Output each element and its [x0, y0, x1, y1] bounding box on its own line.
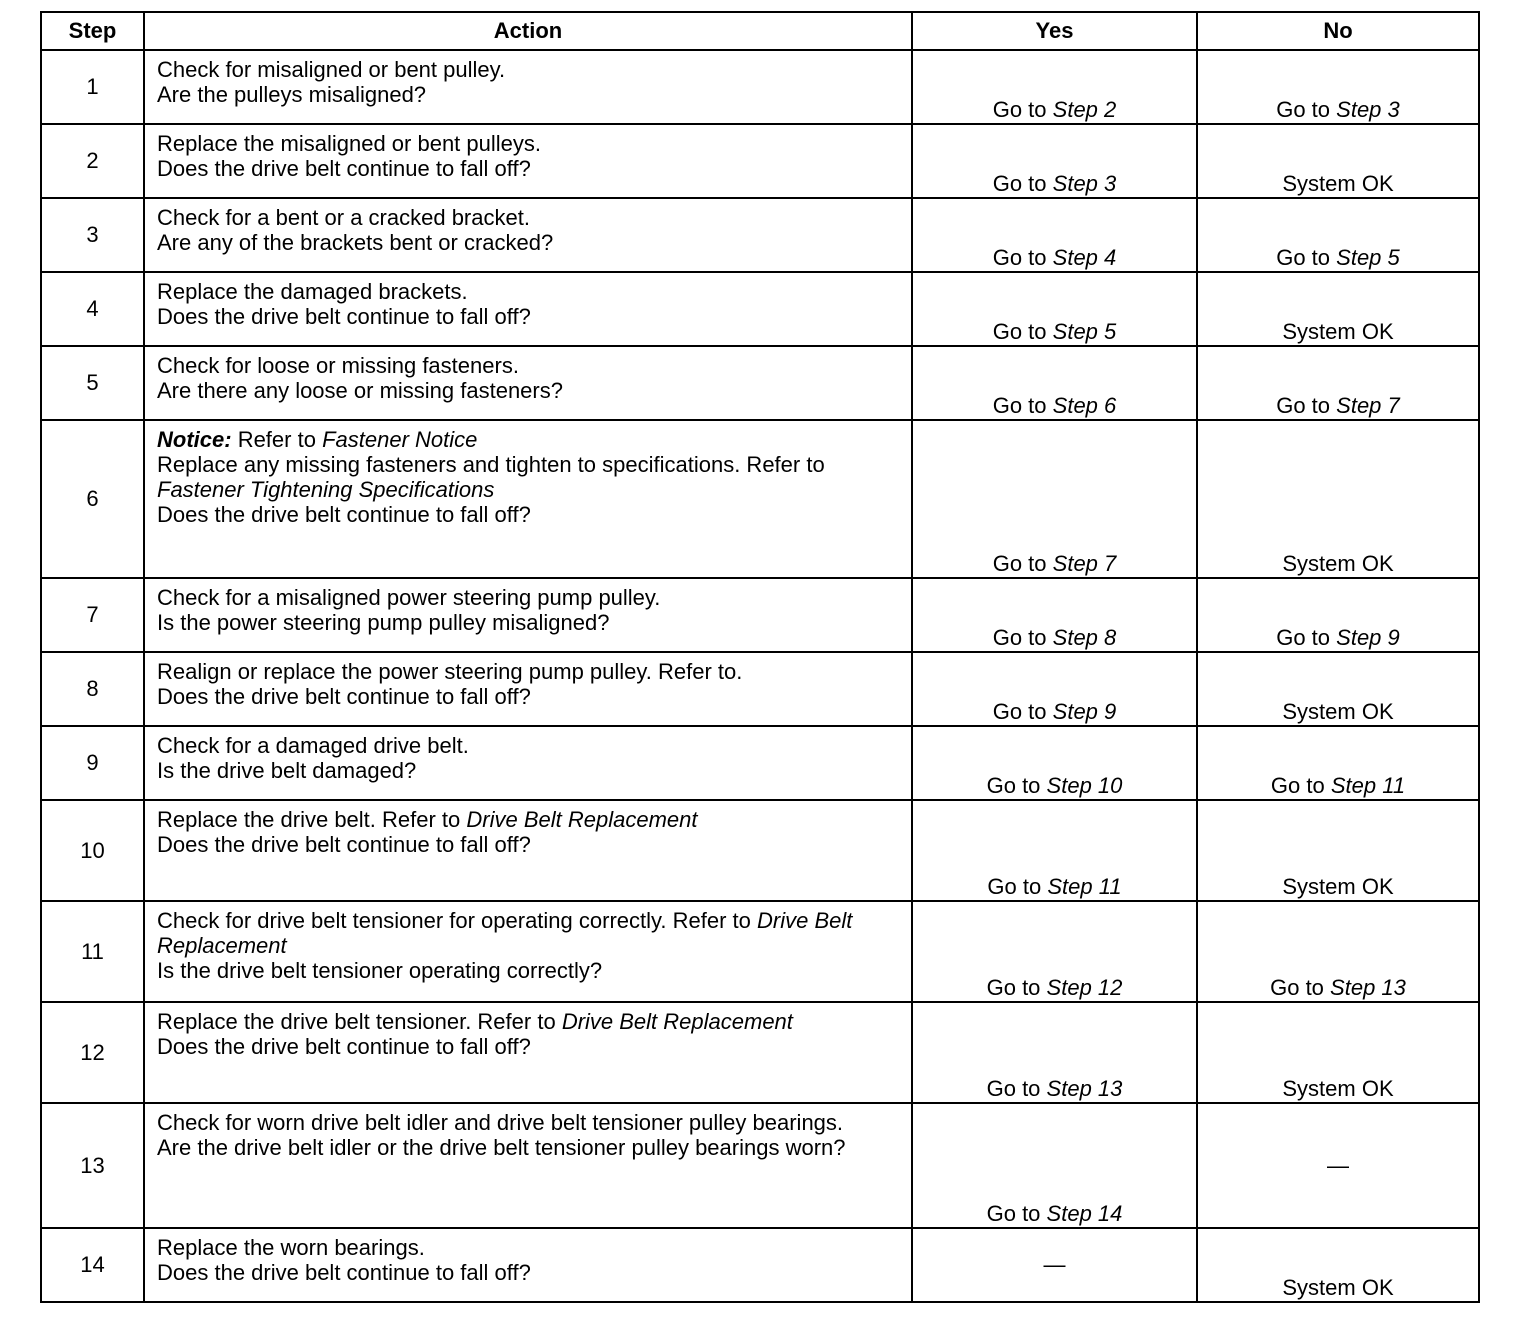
yes-step-link: Step 3: [1052, 171, 1117, 196]
action-question: Does the drive belt continue to fall off?: [157, 1034, 531, 1059]
yes-prefix: Go to: [987, 874, 1042, 899]
action-check: Replace the misaligned or bent pulleys.: [157, 131, 542, 156]
yes-cell: [912, 272, 1197, 346]
yes-step-link: Step 8: [1052, 625, 1117, 650]
yes-cell: [912, 726, 1197, 800]
table-row: [41, 800, 1479, 901]
action-check: Replace the drive belt. Refer to: [157, 807, 461, 832]
yes-prefix: Go to: [986, 975, 1041, 1000]
action-question: Are the pulleys misaligned?: [157, 82, 427, 107]
yes-prefix: Go to: [992, 245, 1047, 270]
step-number: 6: [41, 420, 144, 578]
no-step-link: Step 11: [1330, 773, 1406, 798]
action-check: Check for a damaged drive belt.: [157, 733, 469, 758]
no-step-link: Step 5: [1336, 245, 1400, 270]
no-prefix: Go to: [1270, 773, 1325, 798]
action-check: Check for drive belt tensioner for operating correctly. Refer to: [157, 908, 751, 933]
table-row: [41, 1103, 1479, 1228]
action-cell: [144, 198, 912, 272]
yes-cell: —: [912, 1228, 1197, 1302]
action-question: Are the drive belt idler or the drive belt tensioner pulley bearings worn?: [157, 1135, 846, 1160]
yes-step-link: Step 2: [1052, 97, 1117, 122]
action-question: Is the drive belt damaged?: [157, 758, 417, 783]
action-question: Does the drive belt continue to fall off?: [157, 304, 531, 329]
header-step: Step: [41, 12, 144, 50]
no-prefix: Go to: [1270, 975, 1324, 1000]
action-question: Is the drive belt tensioner operating correctly?: [157, 958, 603, 983]
action-cell: [144, 420, 912, 578]
action-check: Realign or replace the power steering pump pulley. Refer to.: [157, 659, 743, 684]
action-cell: [144, 346, 912, 420]
no-cell: System OK: [1197, 1002, 1479, 1103]
action-check-block: [157, 452, 899, 502]
step-number: 7: [41, 578, 144, 652]
no-cell: System OK: [1197, 1228, 1479, 1302]
yes-cell: [912, 50, 1197, 124]
action-reference: Drive Belt Replacement: [466, 807, 698, 832]
no-cell: [1197, 198, 1479, 272]
no-cell: System OK: [1197, 800, 1479, 901]
no-cell: System OK: [1197, 420, 1479, 578]
no-step-link: Step 9: [1336, 625, 1400, 650]
yes-step-link: Step 6: [1052, 393, 1117, 418]
action-question: Does the drive belt continue to fall off?: [157, 832, 531, 857]
no-prefix: Go to: [1276, 245, 1331, 270]
step-number: 5: [41, 346, 144, 420]
action-reference: Drive Belt Replacement: [157, 908, 853, 958]
action-cell: [144, 50, 912, 124]
step-number: 13: [41, 1103, 144, 1228]
action-question: Are there any loose or missing fasteners?: [157, 378, 563, 403]
yes-prefix: Go to: [986, 1076, 1041, 1101]
step-number: 12: [41, 1002, 144, 1103]
table-row: [41, 578, 1479, 652]
yes-step-link: Step 5: [1052, 319, 1117, 344]
yes-prefix: Go to: [992, 625, 1047, 650]
table-row: [41, 50, 1479, 124]
table-row: [41, 124, 1479, 198]
no-cell: [1197, 346, 1479, 420]
action-check-block: [157, 1009, 899, 1034]
notice-line: [157, 427, 899, 452]
action-cell: [144, 1228, 912, 1302]
action-cell: [144, 726, 912, 800]
action-question: Does the drive belt continue to fall off?: [157, 1260, 531, 1285]
yes-cell: [912, 800, 1197, 901]
action-check: Check for worn drive belt idler and drive belt tensioner pulley bearings.: [157, 1110, 844, 1135]
step-number: 9: [41, 726, 144, 800]
yes-step-link: Step 7: [1052, 551, 1117, 576]
table-row: [41, 726, 1479, 800]
yes-step-link: Step 13: [1046, 1076, 1123, 1101]
table-row: [41, 652, 1479, 726]
action-cell: [144, 652, 912, 726]
step-number: 3: [41, 198, 144, 272]
step-number: 10: [41, 800, 144, 901]
action-cell: [144, 901, 912, 1002]
no-cell: [1197, 50, 1479, 124]
no-cell: System OK: [1197, 124, 1479, 198]
action-cell: [144, 1103, 912, 1228]
action-check: Check for misaligned or bent pulley.: [157, 57, 506, 82]
yes-prefix: Go to: [992, 393, 1047, 418]
table-row: [41, 198, 1479, 272]
table-row: [41, 272, 1479, 346]
action-check-block: [157, 807, 899, 832]
action-question: Does the drive belt continue to fall off?: [157, 684, 531, 709]
action-cell: [144, 800, 912, 901]
no-step-link: Step 7: [1336, 393, 1400, 418]
action-check: Check for loose or missing fasteners.: [157, 353, 519, 378]
no-prefix: Go to: [1276, 393, 1331, 418]
table-row: [41, 1002, 1479, 1103]
no-cell: [1197, 726, 1479, 800]
action-check: Check for a bent or a cracked bracket.: [157, 205, 530, 230]
no-prefix: Go to: [1276, 625, 1331, 650]
no-cell: [1197, 901, 1479, 1002]
table-row: [41, 420, 1479, 578]
no-step-link: Step 3: [1336, 97, 1400, 122]
step-number: 8: [41, 652, 144, 726]
header-yes: Yes: [912, 12, 1197, 50]
yes-cell: [912, 578, 1197, 652]
yes-cell: [912, 346, 1197, 420]
yes-prefix: Go to: [986, 1201, 1041, 1226]
no-cell: [1197, 578, 1479, 652]
action-check: Replace the damaged brackets.: [157, 279, 468, 304]
action-question: Are any of the brackets bent or cracked?: [157, 230, 554, 255]
yes-step-link: Step 9: [1052, 699, 1117, 724]
notice-reference: Fastener Notice: [322, 427, 478, 452]
action-question: Does the drive belt continue to fall off?: [157, 156, 531, 181]
yes-prefix: Go to: [992, 699, 1047, 724]
header-no: No: [1197, 12, 1479, 50]
no-cell: System OK: [1197, 652, 1479, 726]
yes-step-link: Step 11: [1047, 874, 1122, 899]
action-cell: [144, 578, 912, 652]
header-action: Action: [144, 12, 912, 50]
step-number: 2: [41, 124, 144, 198]
yes-cell: [912, 420, 1197, 578]
yes-cell: [912, 1002, 1197, 1103]
action-check-block: [157, 908, 899, 958]
action-check: Check for a misaligned power steering pump pulley.: [157, 585, 661, 610]
action-reference: Drive Belt Replacement: [561, 1009, 793, 1034]
table-row: [41, 1228, 1479, 1302]
step-number: 4: [41, 272, 144, 346]
yes-cell: [912, 198, 1197, 272]
no-prefix: Go to: [1276, 97, 1331, 122]
yes-prefix: Go to: [986, 773, 1041, 798]
action-question: Is the power steering pump pulley misaligned?: [157, 610, 610, 635]
step-number: 11: [41, 901, 144, 1002]
table-row: [41, 346, 1479, 420]
yes-prefix: Go to: [992, 551, 1047, 576]
no-step-link: Step 13: [1330, 975, 1406, 1000]
action-cell: [144, 1002, 912, 1103]
yes-step-link: Step 4: [1052, 245, 1117, 270]
yes-prefix: Go to: [992, 319, 1047, 344]
yes-step-link: Step 14: [1046, 1201, 1123, 1226]
yes-step-link: Step 12: [1046, 975, 1123, 1000]
action-check: Replace the worn bearings.: [157, 1235, 425, 1260]
action-question: Does the drive belt continue to fall off?: [157, 502, 531, 527]
notice-label: Notice:: [157, 427, 232, 452]
step-number: 1: [41, 50, 144, 124]
step-number: 14: [41, 1228, 144, 1302]
notice-text: Refer to: [237, 427, 316, 452]
no-cell: System OK: [1197, 272, 1479, 346]
table-row: [41, 901, 1479, 1002]
yes-prefix: Go to: [992, 171, 1047, 196]
action-check: Replace the drive belt tensioner. Refer to: [157, 1009, 556, 1034]
diagnostic-table: [40, 11, 1480, 1303]
yes-prefix: Go to: [992, 97, 1047, 122]
action-check: Replace any missing fasteners and tighten to specifications. Refer to: [157, 452, 825, 477]
action-cell: [144, 272, 912, 346]
action-reference: Fastener Tightening Specifications: [157, 477, 495, 502]
yes-cell: [912, 1103, 1197, 1228]
yes-cell: [912, 652, 1197, 726]
yes-step-link: Step 10: [1046, 773, 1123, 798]
no-cell: —: [1197, 1103, 1479, 1228]
header-row: [41, 12, 1479, 50]
yes-cell: [912, 124, 1197, 198]
yes-cell: [912, 901, 1197, 1002]
action-cell: [144, 124, 912, 198]
